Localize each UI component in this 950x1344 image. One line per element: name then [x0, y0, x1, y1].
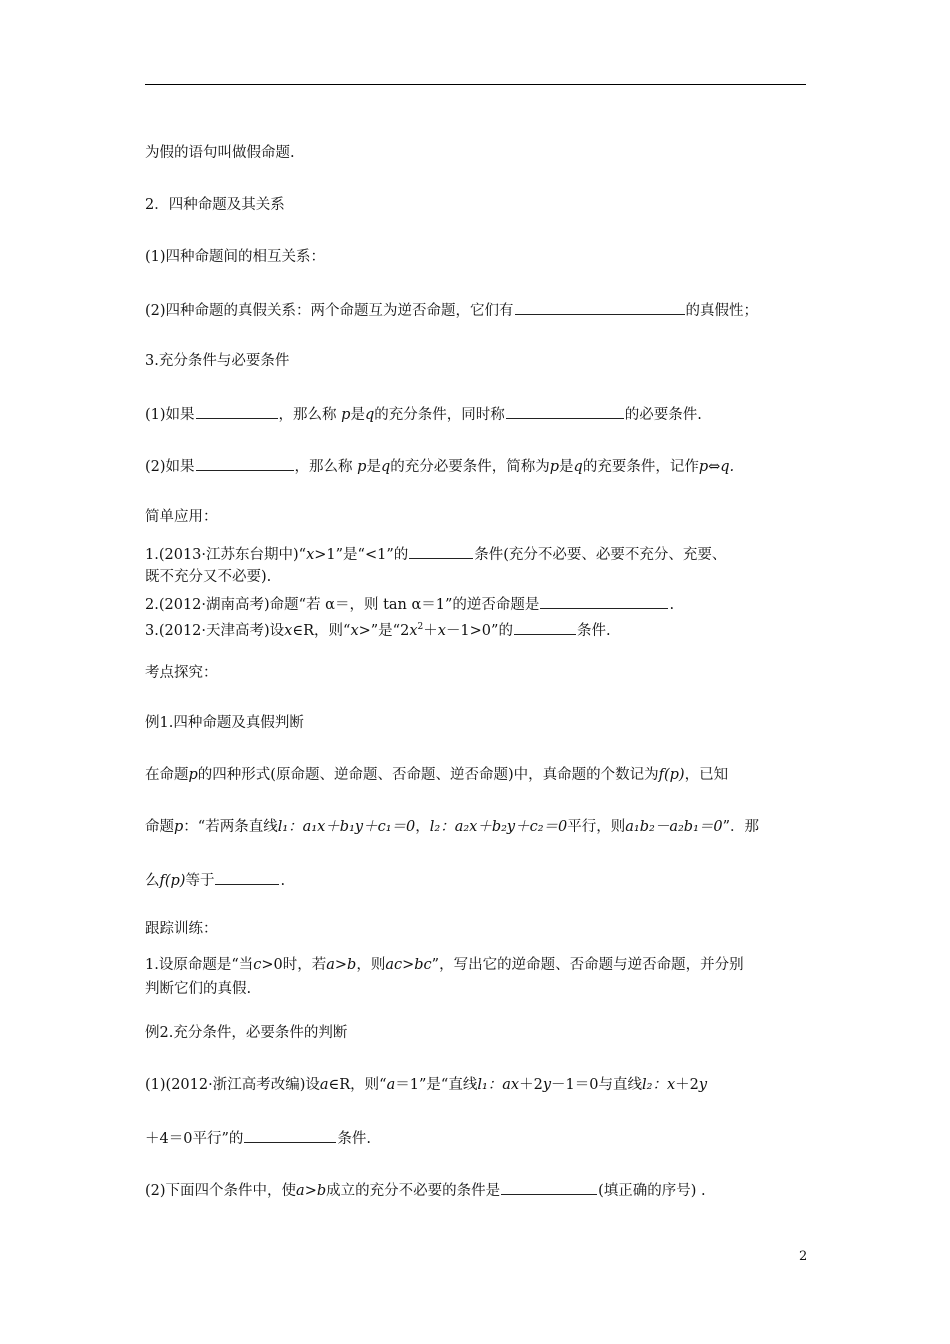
section-heading: 2．四种命题及其关系 [145, 197, 285, 213]
exercise-line: 1.设原命题是“当c>0时，若a>b，则ac>bc”，写出它的逆命题、否命题与逆否命题，并分别 [145, 957, 744, 973]
text-line: (2)如果 ，那么称 p是q的充分必要条件，简称为p是q的充要条件，记作p⇔q. [145, 456, 810, 476]
section-heading: 跟踪训练： [145, 921, 218, 937]
text-line: 为假的语句叫做假命题. [145, 145, 295, 161]
example-heading: 例2.充分条件，必要条件的判断 [145, 1025, 348, 1041]
answer-blank[interactable] [540, 594, 668, 609]
section-heading: 3.充分条件与必要条件 [145, 353, 290, 369]
exercise-line: 2.(2012·湖南高考)命题“若 α＝，则 tan α＝1”的逆否命题是 . [145, 594, 810, 614]
section-heading: 简单应用： [145, 509, 218, 525]
answer-blank[interactable] [514, 620, 576, 635]
exercise-line: 判断它们的真假. [145, 981, 252, 997]
header-rule [145, 84, 806, 85]
exercise-line: 既不充分又不必要). [145, 569, 272, 585]
answer-blank[interactable] [409, 544, 473, 559]
answer-blank[interactable] [196, 404, 278, 419]
example-heading: 例1.四种命题及真假判断 [145, 715, 304, 731]
answer-blank[interactable] [196, 456, 294, 471]
answer-blank[interactable] [244, 1128, 336, 1143]
text-line: (2)四种命题的真假关系：两个命题互为逆否命题，它们有 的真假性； [145, 300, 810, 320]
answer-blank[interactable] [506, 404, 624, 419]
text-line: ＋4＝0平行”的 条件. [145, 1128, 810, 1148]
text-line: (1)四种命题间的相互关系： [145, 249, 326, 265]
exercise-line: 1.(2013·江苏东台期中)“x>1”是“<1”的 条件(充分不必要、必要不充分、充要、 [145, 544, 810, 564]
text-line: (1)(2012·浙江高考改编)设a∈R，则“a＝1”是“直线l₁：ax＋2y－1＝0与直线l₂：x＋2y [145, 1077, 708, 1093]
text-line: 在命题p的四种形式(原命题、逆命题、否命题、逆否命题)中，真命题的个数记为f(p)，已知 [145, 767, 729, 783]
page-number: 2 [799, 1249, 808, 1264]
text-line: (1)如果 ，那么称 p是q的充分条件，同时称 的必要条件. [145, 404, 810, 424]
text-line: 么f(p)等于 . [145, 870, 810, 890]
section-heading: 考点探究： [145, 665, 218, 681]
exercise-line: 3.(2012·天津高考)设x∈R，则“x>”是“$2x^2+x-1>0$”的 条件. [145, 620, 810, 640]
text-line: (2)下面四个条件中，使a>b成立的充分不必要的条件是 (填正确的序号) . [145, 1180, 810, 1200]
answer-blank[interactable] [215, 870, 279, 885]
text-line: 命题p：“若两条直线l₁：a₁x＋b₁y＋c₁＝0，l₂：a₂x＋b₂y＋c₂＝0平行，则a₁b₂－a₂b₁＝0”．那 [145, 819, 760, 835]
answer-blank[interactable] [501, 1180, 597, 1195]
answer-blank[interactable] [515, 300, 685, 315]
